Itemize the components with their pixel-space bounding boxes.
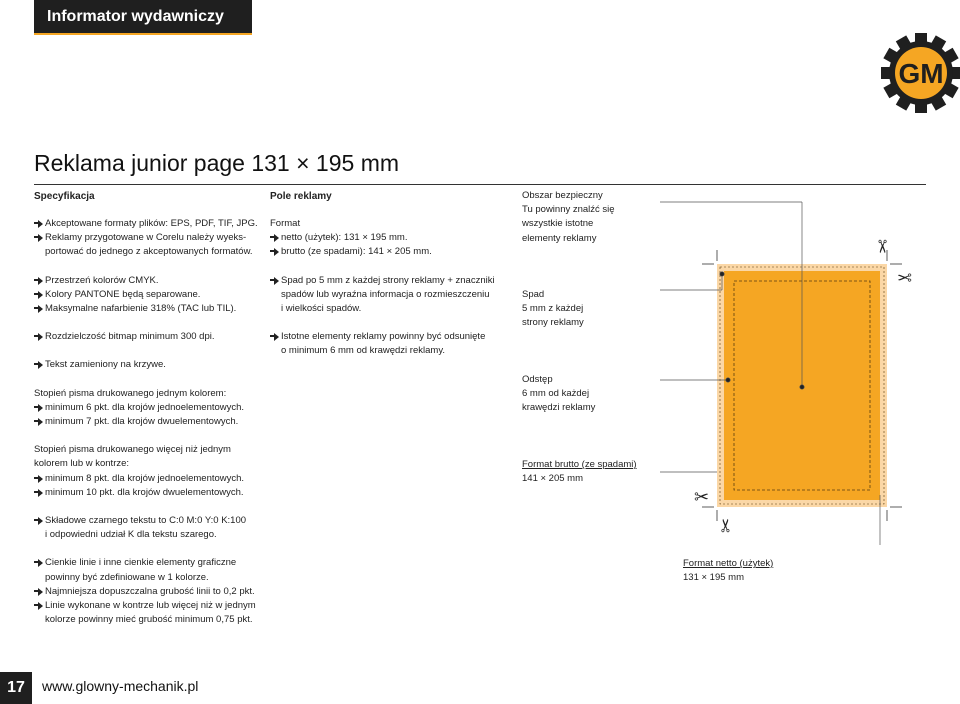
svg-text:✂: ✂ <box>872 239 892 255</box>
safe-area-label: Obszar bezpieczny Tu powinny znalźć się wszystkie istotne elementy reklamy <box>522 190 615 244</box>
bleed-label: Spad 5 mm z każdej strony reklamy <box>522 289 584 329</box>
bleed-note-continued: i wielkości spadów. <box>281 303 362 315</box>
spec-subheading: Stopień pisma drukowanego jednym kolorem: <box>34 387 227 399</box>
spec-item: Tekst zamieniony na krzywe. <box>34 358 258 372</box>
spec-item-continued: i odpowiedni udział K dla tekstu szarego. <box>45 529 217 541</box>
format-label: Format <box>270 218 301 229</box>
spec-column <box>34 217 258 627</box>
spec-item: Akceptowane formaty plików: EPS, PDF, TIF, JPG. <box>34 217 258 231</box>
spec-item: minimum 10 pkt. dla krojów dwuelementowych. <box>34 486 258 500</box>
gm-logo <box>880 32 960 114</box>
bleed-note-continued: spadów lub wyraźna informacja o rozmieszczeniu <box>281 288 490 300</box>
scissors-icon <box>897 267 912 287</box>
bleed-note: Spad po 5 mm z każdej strony reklamy + znaczniki <box>270 274 495 288</box>
ad-area-column <box>270 217 495 359</box>
spec-item: Maksymalne nafarbienie 318% (TAC lub TIL). <box>34 302 258 316</box>
page-title: Reklama junior page 131 × 195 mm <box>34 150 400 176</box>
scissors-icon <box>716 518 736 533</box>
title-divider <box>34 184 926 185</box>
spec-item-continued: kolorze powinny mieć grubość minimum 0,75 pkt. <box>45 614 253 626</box>
spec-item: Reklamy przygotowane w Corelu należy wyeks- <box>34 231 258 245</box>
spec-item: Przestrzeń kolorów CMYK. <box>34 274 258 288</box>
spec-item: minimum 7 pkt. dla krojów dwuelementowych. <box>34 415 258 429</box>
spec-item-continued: portować do jednego z akceptowanych formatów. <box>45 246 253 258</box>
spec-subheading: Stopień pisma drukowanego więcej niż jednym <box>34 444 231 456</box>
header-accent-stripe <box>34 33 252 35</box>
svg-text:✂: ✂ <box>896 267 912 287</box>
spec-item: Linie wykonane w kontrze lub więcej niż w jednym <box>34 599 258 613</box>
spec-item: Cienkie linie i inne cienkie elementy graficzne <box>34 556 258 570</box>
spec-item: minimum 8 pkt. dla krojów jednoelementowych. <box>34 472 258 486</box>
spec-item: Najmniejsza dopuszczalna grubość linii to 0,2 pkt. <box>34 585 258 599</box>
gap-label: Odstęp 6 mm od każdej krawędzi reklamy <box>522 374 596 414</box>
ad-layout-diagram <box>660 195 960 545</box>
spec-item: minimum 6 pkt. dla krojów jednoelementowych. <box>34 401 258 415</box>
publication-title: Informator wydawniczy 2015 <box>34 0 252 33</box>
svg-text:✂: ✂ <box>694 487 710 507</box>
spec-item: Rozdzielczość bitmap minimum 300 dpi. <box>34 330 258 344</box>
safe-note: Istotne elementy reklamy powinny być odsunięte <box>270 330 495 344</box>
scissors-icon <box>694 487 709 507</box>
format-item: netto (użytek): 131 × 195 mm. <box>270 231 495 245</box>
logo-text: GM <box>898 58 944 89</box>
spec-subheading: kolorem lub w kontrze: <box>34 458 130 470</box>
spec-item: Składowe czarnego tekstu to C:0 M:0 Y:0 K:100 <box>34 514 258 528</box>
format-item: brutto (ze spadami): 141 × 205 mm. <box>270 245 495 259</box>
spec-item-continued: powinny być zdefiniowane w 1 kolorze. <box>45 571 209 583</box>
spec-item: Kolory PANTONE będą separowane. <box>34 288 258 302</box>
safe-note-continued: o minimum 6 mm od krawędzi reklamy. <box>281 345 446 357</box>
scissors-icon <box>872 239 892 254</box>
gross-format-label: Format brutto (ze spadami) 141 × 205 mm <box>522 459 637 485</box>
svg-text:✂: ✂ <box>716 517 736 533</box>
spec-heading: Specyfikacja <box>34 191 95 202</box>
website-url[interactable]: www.glowny-mechanik.pl <box>42 678 199 694</box>
ad-area-heading: Pole reklamy <box>270 191 332 202</box>
net-format-label: Format netto (użytek) 131 × 195 mm <box>683 558 774 584</box>
page-number: 17 <box>0 672 32 704</box>
